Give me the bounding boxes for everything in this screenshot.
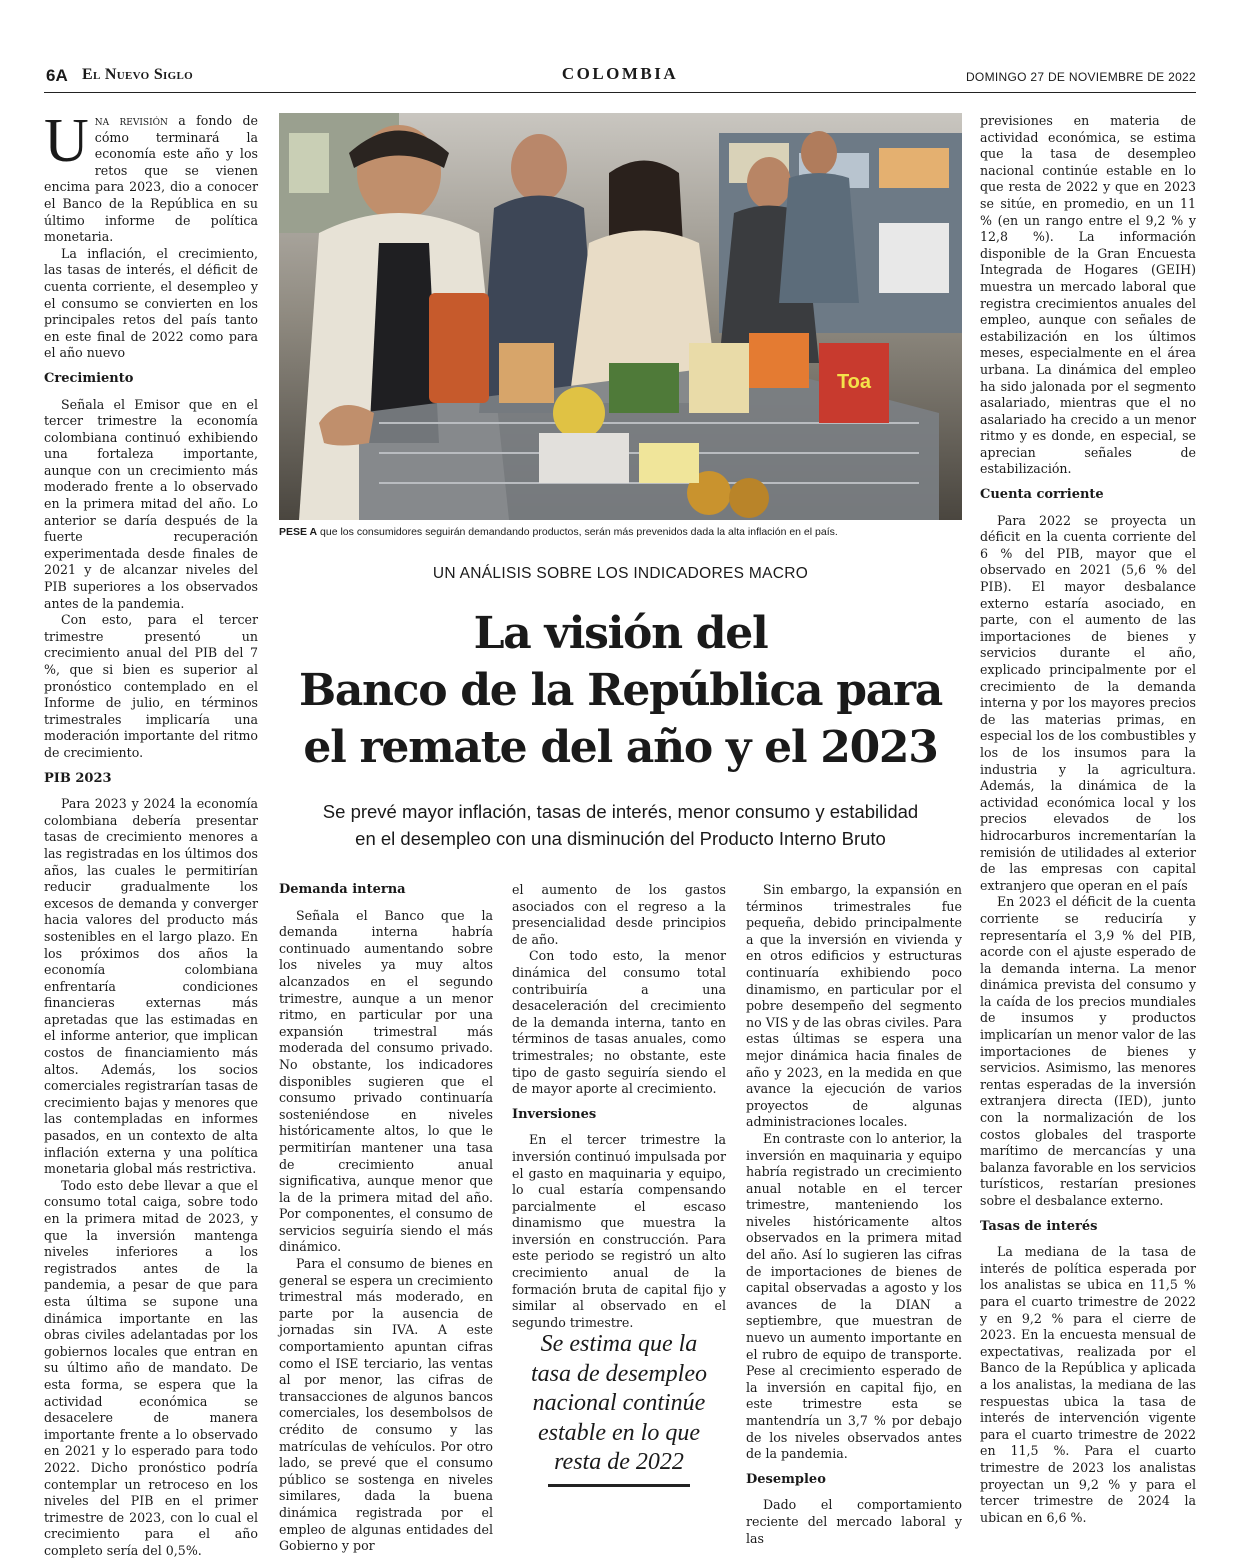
- headline-line: La visión del: [473, 608, 768, 659]
- subhead-crecimiento: Crecimiento: [44, 370, 134, 386]
- paragraph: Para el consumo de bienes en general se espera un crecimiento trimestral más moderado, en parte por la ausencia de jornadas sin IVA. A este comportamiento apuntan cifras como el ISE terciario, las ventas al por menor, las cifras de transacciones de algunos bancos comerciales, los desembolsos de crédito de consumo y las matrículas de vehículos. Por otro lado, se prevé que el consumo público se sostenga en niveles similares, dada la buena dinámica registrada por el empleo de algunas entidades del Gobierno y por: [279, 1256, 493, 1554]
- paragraph: Todo esto debe llevar a que el consumo total caiga, sobre todo en la primera mitad de 2023, y que la inversión mantenga niveles inferiores a los registrados antes de la pandemia, a pesar de que para esta última se supone una dinámica importante en las obras civiles adelantadas por los gobiernos locales que entran en su último año de mandato. De esta forma, se espera que la actividad económica se desacelere de manera importante frente a lo observado en 2021 y lo esperado para todo 2022. Dicho pronóstico podría contemplar un retroceso en los niveles del PIB en el primer trimestre de 2023, con lo cual el crecimiento para el año completo sería del 0,5%.: [44, 1177, 258, 1558]
- paragraph: Señala el Emisor que en el tercer trimestre la economía colombiana continuó exhibiendo una fortaleza importante, aunque con un crecimiento más moderado frente a lo observado en la primera mitad del año. Lo anterior se daría después de la fuerte recuperación experimentada desde finales de 2021 y de alcanzar niveles del PIB superiores a los observados antes de la pandemia.: [44, 396, 258, 611]
- paragraph: Para 2023 y 2024 la economía colombiana debería presentar tasas de crecimiento menores a las registradas en los últimos dos años, las cuales le permitirían reducir gradualmente los excesos de demanda y converger hacia valores del producto más sostenibles en el largo plazo. En los próximos dos años la economía colombiana enfrentaría condiciones financieras externas más apretadas que las estimadas en el informe anterior, que implican costos de financiamiento más altos. Además, los socios comerciales registrarían tasas de crecimiento bajas y menores que las contempladas en informes pasados, en un contexto de alta inflación externa y una política monetaria global más restrictiva.: [44, 796, 258, 1177]
- paragraph: Con todo esto, la menor dinámica del consumo total contribuiría a una desaceleración del crecimiento de la demanda interna, tanto en términos de tasas anuales, como trimestrales; no obstante, este tipo de gasto seguiría siendo el de mayor aporte al crecimiento.: [512, 948, 726, 1097]
- subhead-desempleo: Desempleo: [746, 1471, 826, 1487]
- column-2: [279, 882, 493, 1554]
- paragraph: Para 2022 se proyecta un déficit en la cuenta corriente del 6 % del PIB, mayor que el observado en 2021 (5,6 % del PIB). El mayor desbalance externo estaría asociado, en parte, con el aumento de las importaciones de bienes y servicios durante el año, explicado principalmente por el crecimiento de la demanda interna y por los mayores precios de las materias primas, en especial los de los combustibles y los de los insumos para la industria y la agricultura. Además, la dinámica de la actividad económica local y los precios elevados de los hidrocarburos incrementarían la remisión de utilidades al exterior de las empresas con capital extranjero que operan en el país: [980, 512, 1196, 893]
- paragraph: Señala el Banco que la demanda interna habría continuado aumentando sobre los niveles ya muy altos alcanzados en el segundo trimestre, aunque a un menor ritmo, en particular por una expansión trimestral más moderada del consumo privado. No obstante, los indicadores disponibles sugieren que el consumo privado continuaría sosteniéndose en niveles históricamente altos, lo que le permitirían mantener una tasa de crecimiento anual significativa, aunque menor que la de la primera mitad del año. Por componentes, el consumo de servicios seguiría siendo el más dinámico.: [279, 907, 493, 1255]
- subheadline-line: Se prevé mayor inflación, tasas de interés, menor consumo y estabilidad: [322, 801, 919, 822]
- paragraph: La mediana de la tasa de interés de política esperada por los analistas se ubica en 11,5 % para el cuarto trimestre de 2022 y en 9,2 % para el cierre de 2023. En la encuesta mensual de expectativas, realizada por el Banco de la República y aplicada a los analistas, la mediana de las respuestas ubica la tasa de interés de intervención vigente para el cuarto trimestre de 2022 en 11,5 %. Para el cuarto trimestre de 2023 los analistas proyectan un 9,2 % y para el tercer trimestre de 2024 la ubican en 6,6 %.: [980, 1244, 1196, 1525]
- subhead-pib-2023: PIB 2023: [44, 770, 112, 786]
- paragraph: En 2023 el déficit de la cuenta corriente se reduciría y representaría el 3,9 % del PIB, acorde con el ajuste esperado de la demanda interna. La menor dinámica prevista del consumo y la caída de los precios mundiales de insumos y productos implicarían un menor valor de las importaciones de bienes y servicios. Asimismo, las menores rentas esperadas de la inversión extranjera directa (IED), junto con la normalización de los costos globales del trasporte marítimo de mercancías y una balanza favorable en los servicios turísticos, restarían presiones sobre el desbalance externo.: [980, 894, 1196, 1208]
- svg-text:Toa: Toa: [836, 371, 872, 393]
- paragraph: previsiones en materia de actividad económica, se estima que la tasa de desempleo nacional continúe estable en lo que resta de 2022 y que en 2023 se sitúe, en promedio, en un 11 % (en un rango entre el 9,2 % y 12,8 %). La información disponible de la Gran Encuesta Integrada de Hogares (GEIH) muestra un mercado laboral que registra crecimientos anuales del empleo, aunque con señales de estabilización en los últimos meses, especialmente en el área urbana. La dinámica del empleo ha sido jalonada por el segmento asalariado, mientras que el no asalariado ha crecido a un menor ritmo y es donde, en especial, se aprecian señales de estabilización.: [980, 113, 1196, 477]
- pull-quote-rule: [548, 1484, 690, 1487]
- column-1: [44, 107, 258, 1558]
- paragraph: Sin embargo, la expansión en términos trimestrales fue pequeña, debido principalmente a que la inversión en vivienda y en otros edificios y estructuras continuaría exhibiendo poco dinamismo, en particular por el pobre desempeño del segmento no VIS y de las obras civiles. Para estas últimas se espera una mejor dinámica hacia finales de año y 2023, en la medida en que avance la ejecución de varios proyectos de algunas administraciones locales.: [746, 882, 962, 1130]
- page-number: 6A: [46, 66, 68, 85]
- column-5: [980, 113, 1196, 1525]
- paragraph: En el tercer trimestre la inversión continuó impulsada por el gasto en maquinaria y equipo, lo cual estaría compensando parcialmente el escaso dinamismo que muestra la inversión en construcción. Para este periodo se registró un alto crecimiento anual de la formación bruta de capital fijo y similar al observado en el segundo trimestre.: [512, 1132, 726, 1330]
- kicker: UN ANÁLISIS SOBRE LOS INDICADORES MACRO: [432, 565, 809, 582]
- subhead-tasas-de-interes: Tasas de interés: [980, 1218, 1098, 1234]
- subheadline-line: en el desempleo con una disminución del Producto Interno Bruto: [355, 828, 886, 849]
- paragraph: En contraste con lo anterior, la inversión en maquinaria y equipo habría registrado un crecimiento anual notable en el tercer trimestre, manteniendo los niveles históricamente altos observados en la primera mitad del año. Así lo sugieren las cifras de importaciones de bienes de capital observadas a agosto y los avances de la DIAN a septiembre, que muestran de nuevo un aumento importante en el rubro de equipo de transporte. Pese al crecimiento esperado de la inversión en capital fijo, en este trimestre esta se mantendría un 3,7 % por debajo de los niveles observados antes de la pandemia.: [746, 1130, 962, 1462]
- column-3: [512, 882, 726, 1330]
- lead-in: na revisión: [94, 113, 168, 128]
- header-rule: [44, 92, 1196, 93]
- paragraph: el aumento de los gastos asociados con el regreso a la presencialidad desde principios de año.: [512, 882, 726, 947]
- photo-illustration: [279, 113, 962, 520]
- pull-quote: Se estima que la tasa de desempleo nacional continúe estable en lo que resta de 2022: [531, 1331, 707, 1475]
- column-4: [746, 882, 962, 1546]
- subhead-cuenta-corriente: Cuenta corriente: [980, 487, 1104, 503]
- headline-line: el remate del año y el 2023: [303, 722, 938, 773]
- drop-cap: U: [44, 107, 89, 175]
- issue-date: DOMINGO 27 DE NOVIEMBRE DE 2022: [965, 70, 1196, 84]
- paragraph: Dado el comportamiento reciente del mercado laboral y las: [746, 1497, 962, 1546]
- subhead-demanda-interna: Demanda interna: [279, 882, 406, 897]
- headline: [279, 605, 962, 776]
- paragraph: La inflación, el crecimiento, las tasas de interés, el déficit de cuenta corriente, el desempleo y el consumo se convierten en los principales retos del país tanto en este final de 2022 como para el año nuevo: [44, 245, 258, 361]
- lead-paragraph: [44, 107, 258, 246]
- caption-lead: PESE A: [279, 526, 318, 538]
- newspaper-name: El Nuevo Siglo: [82, 66, 193, 83]
- caption-text: que los consumidores seguirán demandando productos, serán más prevenidos dada la alta inflación en el país.: [317, 526, 838, 538]
- subheadline: [279, 798, 962, 852]
- paragraph: a fondo de cómo terminará la economía este año y los retos que se vienen encima para 2023, dio a conocer el Banco de la República en su último informe de política monetaria.: [44, 113, 258, 245]
- supermarket-photo: [279, 113, 962, 520]
- photo-caption: [279, 526, 962, 538]
- headline-line: Banco de la República para: [298, 665, 943, 716]
- subhead-inversiones: Inversiones: [512, 1106, 597, 1122]
- paragraph: Con esto, para el tercer trimestre presentó un crecimiento anual del PIB del 7 %, que si bien es superior al pronóstico contemplado en el Informe de julio, en términos trimestrales implicaría una moderación importante del ritmo de crecimiento.: [44, 612, 258, 760]
- section-title: COLOMBIA: [561, 64, 679, 83]
